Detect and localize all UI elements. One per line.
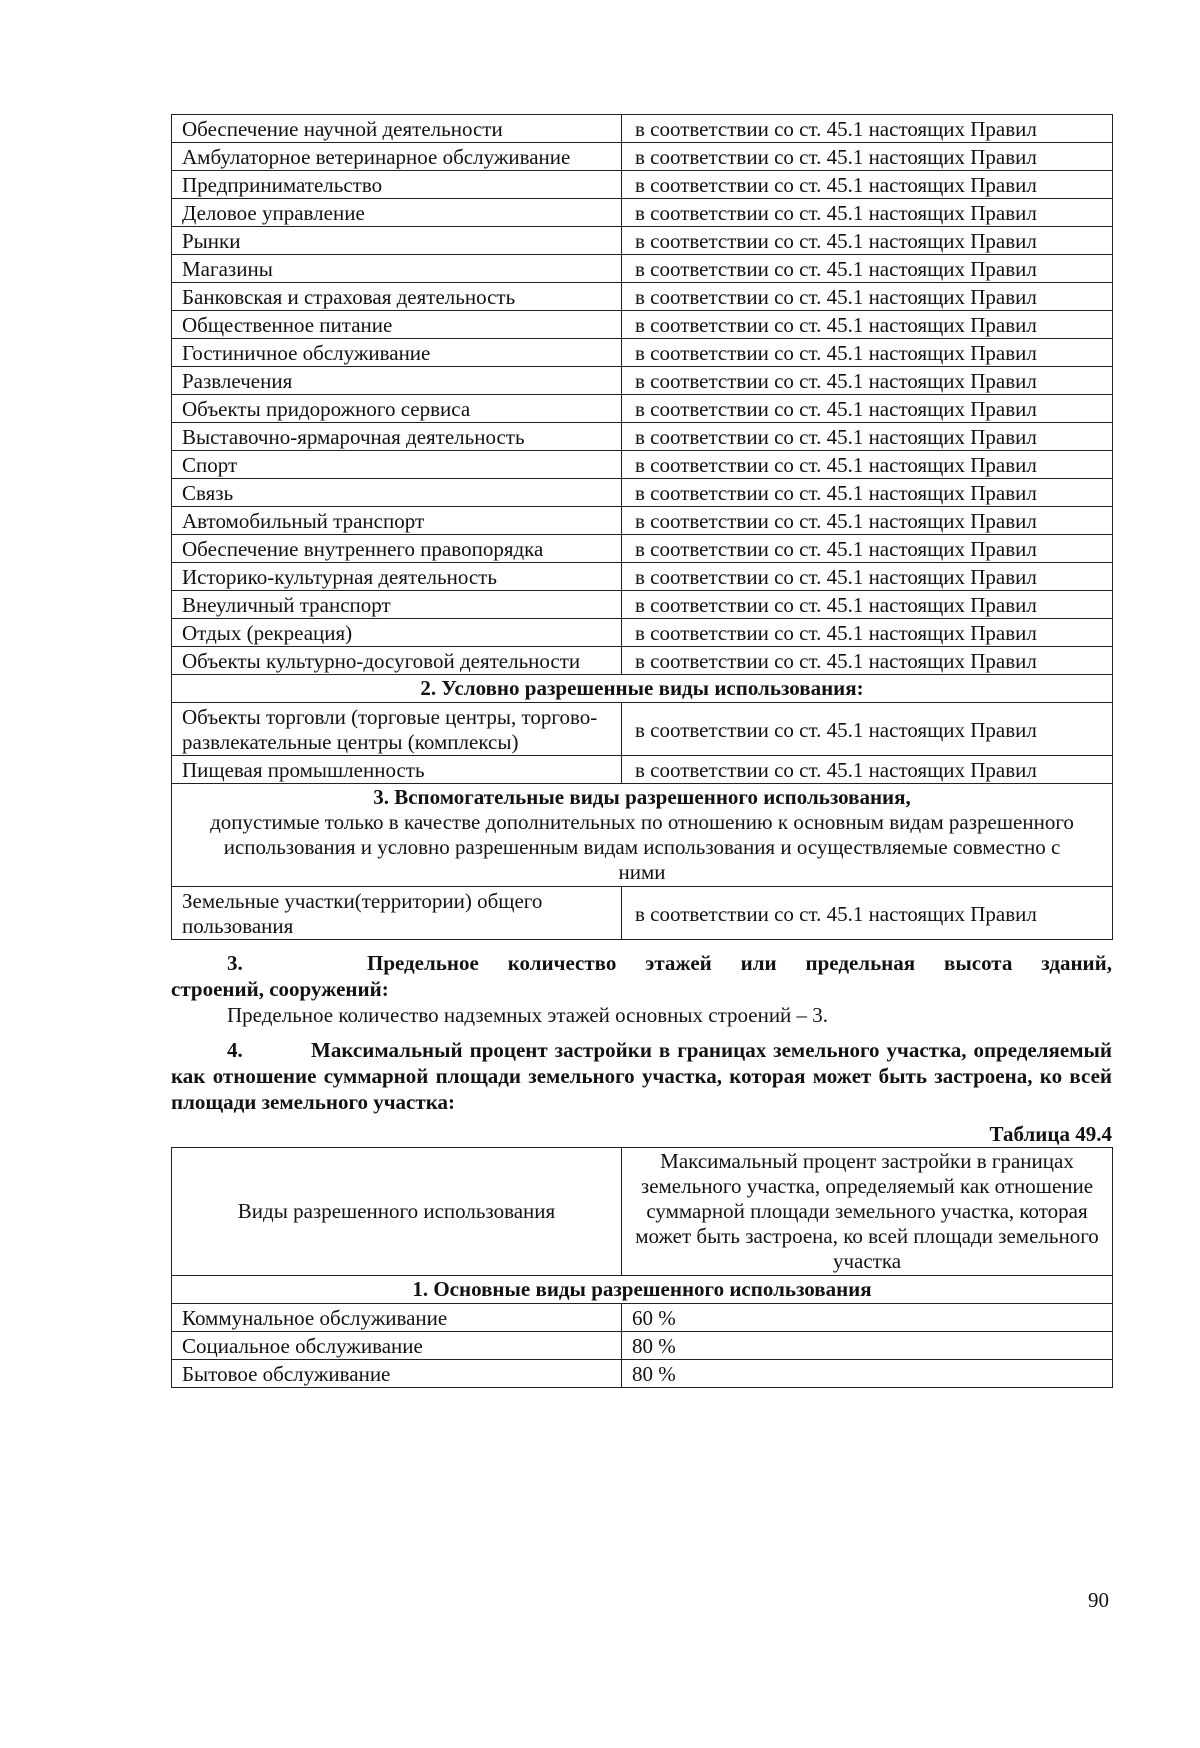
use-cell: Обеспечение внутреннего правопорядка: [172, 535, 622, 563]
permitted-use-table: [171, 114, 1113, 940]
rule-cell: в соответствии со ст. 45.1 настоящих Правил: [622, 591, 1113, 619]
table-row: [172, 1360, 1113, 1388]
use-cell: Объекты придорожного сервиса: [172, 395, 622, 423]
use-cell: Спорт: [172, 451, 622, 479]
table-row: [172, 591, 1113, 619]
rule-cell: в соответствии со ст. 45.1 настоящих Правил: [622, 479, 1113, 507]
rule-cell: в соответствии со ст. 45.1 настоящих Правил: [622, 227, 1113, 255]
table-row: [172, 507, 1113, 535]
item-3-heading-text: Предельное количество этажей или предельная высота зданий,: [367, 951, 1112, 975]
rule-cell: в соответствии со ст. 45.1 настоящих Правил: [622, 367, 1113, 395]
rule-cell: в соответствии со ст. 45.1 настоящих Правил: [622, 563, 1113, 591]
table-row: [172, 756, 1113, 784]
item-4-heading-text: Максимальный процент застройки в границах земельного участка, определяемый как отношение суммарной площади земельного участка, которая может быть застроена, ко всей площади земельного участка:: [171, 1038, 1112, 1114]
table-header-row: [172, 1148, 1113, 1276]
use-cell: Выставочно-ярмарочная деятельность: [172, 423, 622, 451]
section-2-title-text: 2. Условно разрешенные виды использования:: [420, 676, 864, 700]
table-row: [172, 171, 1113, 199]
rule-cell: в соответствии со ст. 45.1 настоящих Правил: [622, 171, 1113, 199]
percent-cell: 60 %: [622, 1304, 1113, 1332]
item-4-number: 4.: [227, 1038, 243, 1062]
item-3-text: Предельное количество надземных этажей основных строений – 3.: [227, 1003, 829, 1027]
use-cell: Социальное обслуживание: [172, 1332, 622, 1360]
use-cell: Историко-культурная деятельность: [172, 563, 622, 591]
use-cell: Общественное питание: [172, 311, 622, 339]
percent-cell: 80 %: [622, 1360, 1113, 1388]
table-row: [172, 255, 1113, 283]
use-cell: Обеспечение научной деятельности: [172, 115, 622, 143]
use-cell: Развлечения: [172, 367, 622, 395]
rule-cell: в соответствии со ст. 45.1 настоящих Правил: [622, 395, 1113, 423]
section-3-header: [172, 784, 1113, 887]
section-3-title: 3. Вспомогательные виды разрешенного использования,: [373, 785, 911, 809]
rule-cell: в соответствии со ст. 45.1 настоящих Правил: [622, 535, 1113, 563]
rule-cell: в соответствии со ст. 45.1 настоящих Правил: [622, 647, 1113, 675]
item-3-heading-cont: строений, сооружений:: [171, 977, 389, 1001]
item-4-heading: [171, 1037, 1112, 1115]
use-cell: Гостиничное обслуживание: [172, 339, 622, 367]
rule-cell: в соответствии со ст. 45.1 настоящих Правил: [622, 703, 1113, 756]
use-cell: Объекты культурно-досуговой деятельности: [172, 647, 622, 675]
item-4: [171, 1037, 1112, 1115]
table-row: [172, 703, 1113, 756]
table-row: [172, 479, 1113, 507]
item-3-heading: [171, 950, 1112, 976]
table-row: [172, 1332, 1113, 1360]
table-row: [172, 647, 1113, 675]
rule-cell: в соответствии со ст. 45.1 настоящих Правил: [622, 887, 1113, 940]
item-3-number: 3.: [227, 951, 243, 975]
table-row: [172, 535, 1113, 563]
table-row: [172, 115, 1113, 143]
table-row: [172, 339, 1113, 367]
section-header-row: [172, 784, 1113, 887]
table-row: [172, 283, 1113, 311]
use-cell: Коммунальное обслуживание: [172, 1304, 622, 1332]
table-caption: Таблица 49.4: [989, 1122, 1112, 1146]
use-cell: Земельные участки(территории) общего пользования: [172, 887, 622, 940]
table-row: [172, 887, 1113, 940]
rule-cell: в соответствии со ст. 45.1 настоящих Правил: [622, 619, 1113, 647]
use-cell: Автомобильный транспорт: [172, 507, 622, 535]
rule-cell: в соответствии со ст. 45.1 настоящих Правил: [622, 339, 1113, 367]
section-header-row: [172, 675, 1113, 703]
use-cell: Связь: [172, 479, 622, 507]
use-cell: Магазины: [172, 255, 622, 283]
page-number: 90: [1088, 1588, 1109, 1612]
use-cell: Амбулаторное ветеринарное обслуживание: [172, 143, 622, 171]
rule-cell: в соответствии со ст. 45.1 настоящих Правил: [622, 423, 1113, 451]
table-row: [172, 1304, 1113, 1332]
table-row: [172, 395, 1113, 423]
section-3-subtitle: допустимые только в качестве дополнительных по отношению к основным видам разрешенного использования и условно разрешенным видам использования и осуществляемые совместно с ними: [210, 810, 1074, 884]
rule-cell: в соответствии со ст. 45.1 настоящих Правил: [622, 451, 1113, 479]
table-row: [172, 199, 1113, 227]
use-cell: Отдых (рекреация): [172, 619, 622, 647]
percent-cell: 80 %: [622, 1332, 1113, 1360]
table-row: [172, 311, 1113, 339]
table-row: [172, 619, 1113, 647]
rule-cell: в соответствии со ст. 45.1 настоящих Правил: [622, 199, 1113, 227]
rule-cell: в соответствии со ст. 45.1 настоящих Правил: [622, 507, 1113, 535]
table-row: [172, 367, 1113, 395]
column-header-percent: Максимальный процент застройки в границах земельного участка, определяемый как отношение суммарной площади земельного участка, которая может быть застроена, ко всей площади земельного участка: [622, 1148, 1113, 1276]
section-1-title: [172, 1276, 1113, 1304]
use-cell: Деловое управление: [172, 199, 622, 227]
section-2-title: [172, 675, 1113, 703]
rule-cell: в соответствии со ст. 45.1 настоящих Правил: [622, 115, 1113, 143]
rule-cell: в соответствии со ст. 45.1 настоящих Правил: [622, 756, 1113, 784]
use-cell: Банковская и страховая деятельность: [172, 283, 622, 311]
table-row: [172, 227, 1113, 255]
use-cell: Бытовое обслуживание: [172, 1360, 622, 1388]
rule-cell: в соответствии со ст. 45.1 настоящих Правил: [622, 283, 1113, 311]
table-row: [172, 451, 1113, 479]
use-cell: Рынки: [172, 227, 622, 255]
building-coverage-table: [171, 1147, 1113, 1388]
table-row: [172, 423, 1113, 451]
rule-cell: в соответствии со ст. 45.1 настоящих Правил: [622, 311, 1113, 339]
rule-cell: в соответствии со ст. 45.1 настоящих Правил: [622, 143, 1113, 171]
table-row: [172, 143, 1113, 171]
use-cell: Предпринимательство: [172, 171, 622, 199]
section-header-row: [172, 1276, 1113, 1304]
use-cell: Объекты торговли (торговые центры, торгово-развлекательные центры (комплексы): [172, 703, 622, 756]
table-row: [172, 563, 1113, 591]
use-cell: Внеуличный транспорт: [172, 591, 622, 619]
document-page: [171, 114, 1112, 1388]
rule-cell: в соответствии со ст. 45.1 настоящих Правил: [622, 255, 1113, 283]
use-cell: Пищевая промышленность: [172, 756, 622, 784]
section-1-title-text: 1. Основные виды разрешенного использования: [412, 1277, 872, 1301]
item-3: [171, 950, 1112, 1028]
column-header-use: Виды разрешенного использования: [172, 1148, 622, 1276]
